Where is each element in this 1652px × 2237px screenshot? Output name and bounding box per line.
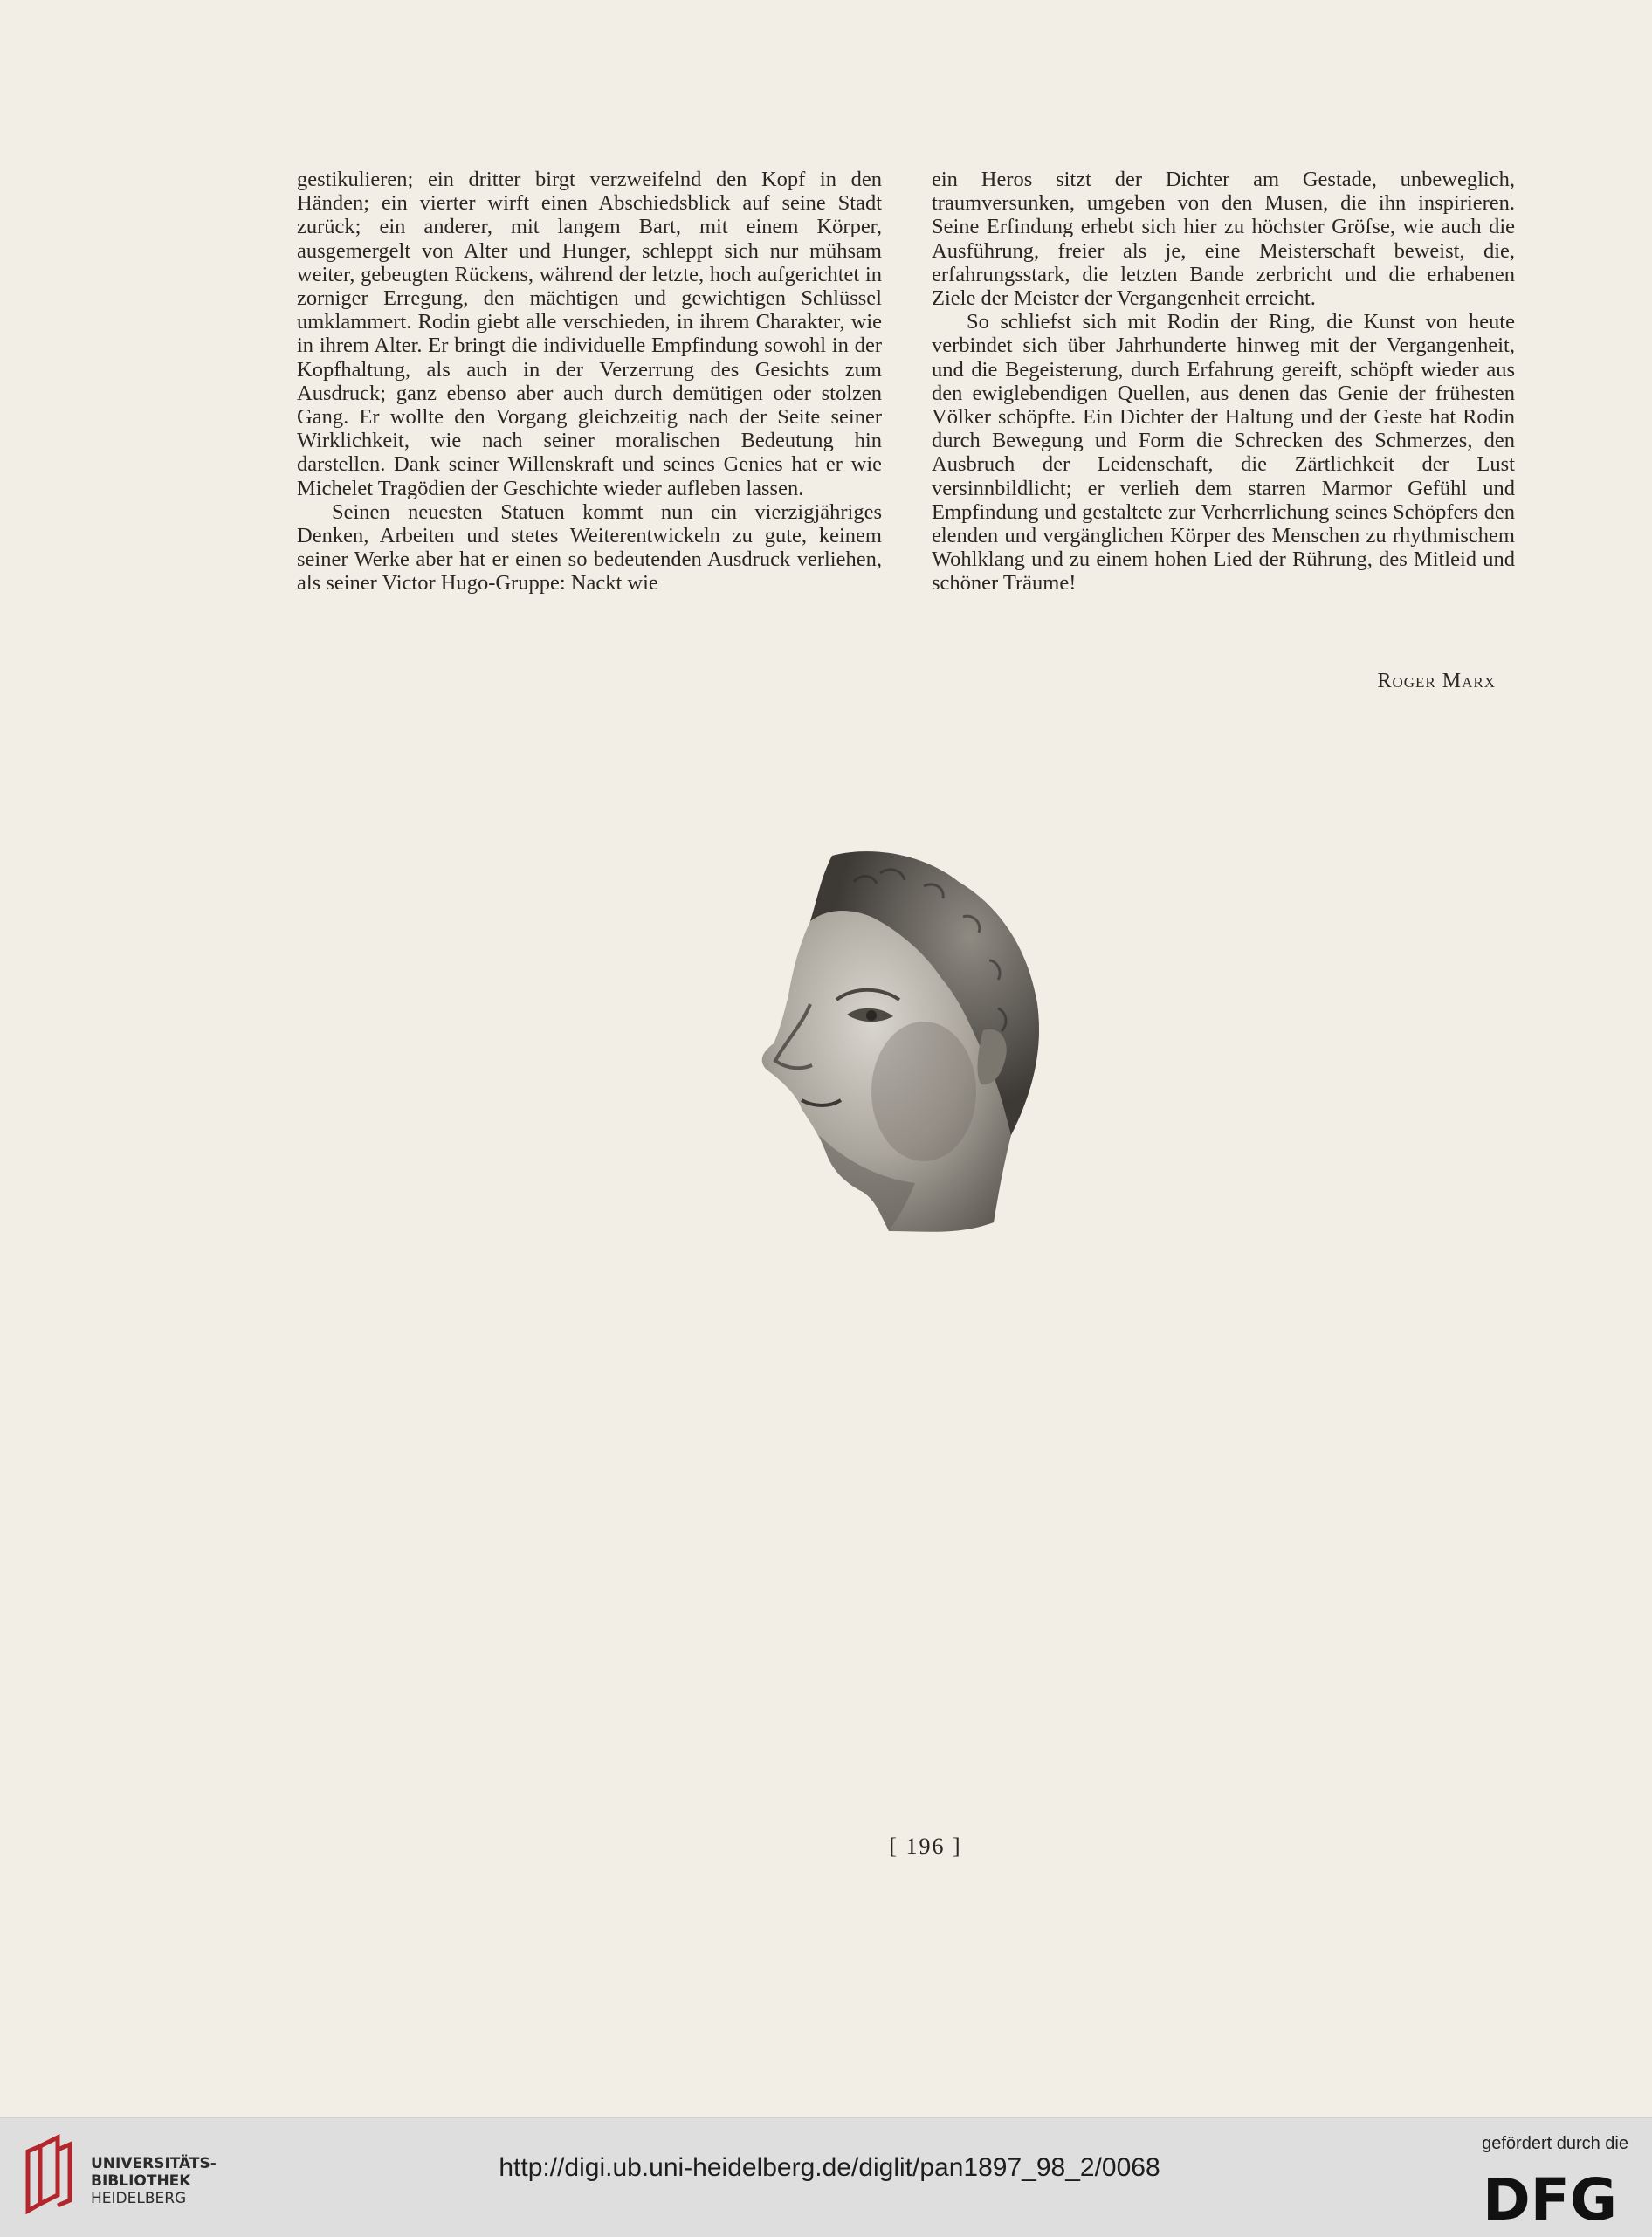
library-name: UNIVERSITÄTS- BIBLIOTHEK HEIDELBERG (91, 2155, 217, 2207)
funder-label: gefördert durch die (1482, 2134, 1628, 2153)
paragraph: So schliefst sich mit Rodin der Ring, die Kunst von heute verbindet sich über Jahrhunderte hinweg mit der Vergangenheit, und die Begeisterung, durch Erfahrung gereift, schöpft wieder aus den ewiglebendigen Quellen, aus denen das Genie der frühesten Völker schöpfte. Ein Dichter der Haltung und der Geste hat Rodin durch Bewegung und Form die Schrecken des Schmerzes, den Ausbruch der Leidenschaft, die Zärtlichkeit der Lust versinnbildlicht; er verlieh dem starren Marmor Gefühl und Empfindung und gestaltete zur Verherrlichung seines Schöpfers den elenden und vergänglichen Körper des Menschen zu rhythmischem Wohlklang und zu einem hohen Lied der Rührung, des Mitleid und schöner Träume! (932, 310, 1515, 595)
university-library-logo-icon (17, 2134, 79, 2214)
text-column-left (297, 168, 882, 595)
page-number: [ 196 ] (889, 1834, 962, 1859)
dfg-logo-icon (1467, 2169, 1633, 2227)
sculpture-head-illustration (749, 847, 1063, 1240)
paragraph: ein Heros sitzt der Dichter am Gestade, unbeweglich, traumversunken, umgeben von den Musen, die ihn inspirieren. Seine Erfindung erhebt sich hier zu höchster Gröfse, wie auch die Ausführung, freier als je, eine Meisterschaft beweist, die, erfahrungsstark, die letzten Bande zerbricht und die erhabenen Ziele der Meister der Vergangenheit erreicht. (932, 168, 1515, 311)
text-column-right (932, 168, 1515, 595)
permalink-url[interactable]: http://digi.ub.uni-heidelberg.de/diglit/pan1897_98_2/0068 (499, 2153, 1160, 2182)
svg-text:DFG: DFG (1482, 2169, 1618, 2227)
paragraph: Seinen neuesten Statuen kommt nun ein vierzigjähriges Denken, Arbeiten und stetes Weiterentwickeln zu gute, keinem seiner Werke aber hat er einen so bedeutenden Ausdruck verliehen, als seiner Victor Hugo-Gruppe: Nackt wie (297, 499, 882, 595)
digitization-footer (0, 2117, 1652, 2237)
paragraph: gestikulieren; ein dritter birgt verzweifelnd den Kopf in den Händen; ein vierter wirft einen Abschiedsblick auf seine Stadt zurück; ein anderer, mit langem Bart, mit einem Körper, ausgemergelt von Alter und Hunger, schleppt sich nur mühsam weiter, gebeugten Rückens, während der letzte, hoch aufgerichtet in zorniger Erregung, den mächtigen und gewichtigen Schlüssel umklammert. Rodin giebt alle verschieden, in ihrem Charakter, wie in ihrem Alter. Er bringt die individuelle Empfindung sowohl in der Kopfhaltung, als auch in der Verzerrung des Gesichts zum Ausdruck; ganz ebenso aber auch durch demütigen oder stolzen Gang. Er wollte den Vorgang gleichzeitig nach der Seite seiner Wirklichkeit, wie nach seiner moralischen Bedeutung hin darstellen. Dank seiner Willenskraft und seines Genies hat er wie Michelet Tragödien der Geschichte wieder aufleben lassen. (297, 168, 882, 500)
author-signature: Roger Marx (1377, 670, 1496, 692)
sculpture-head-image (749, 847, 1063, 1240)
